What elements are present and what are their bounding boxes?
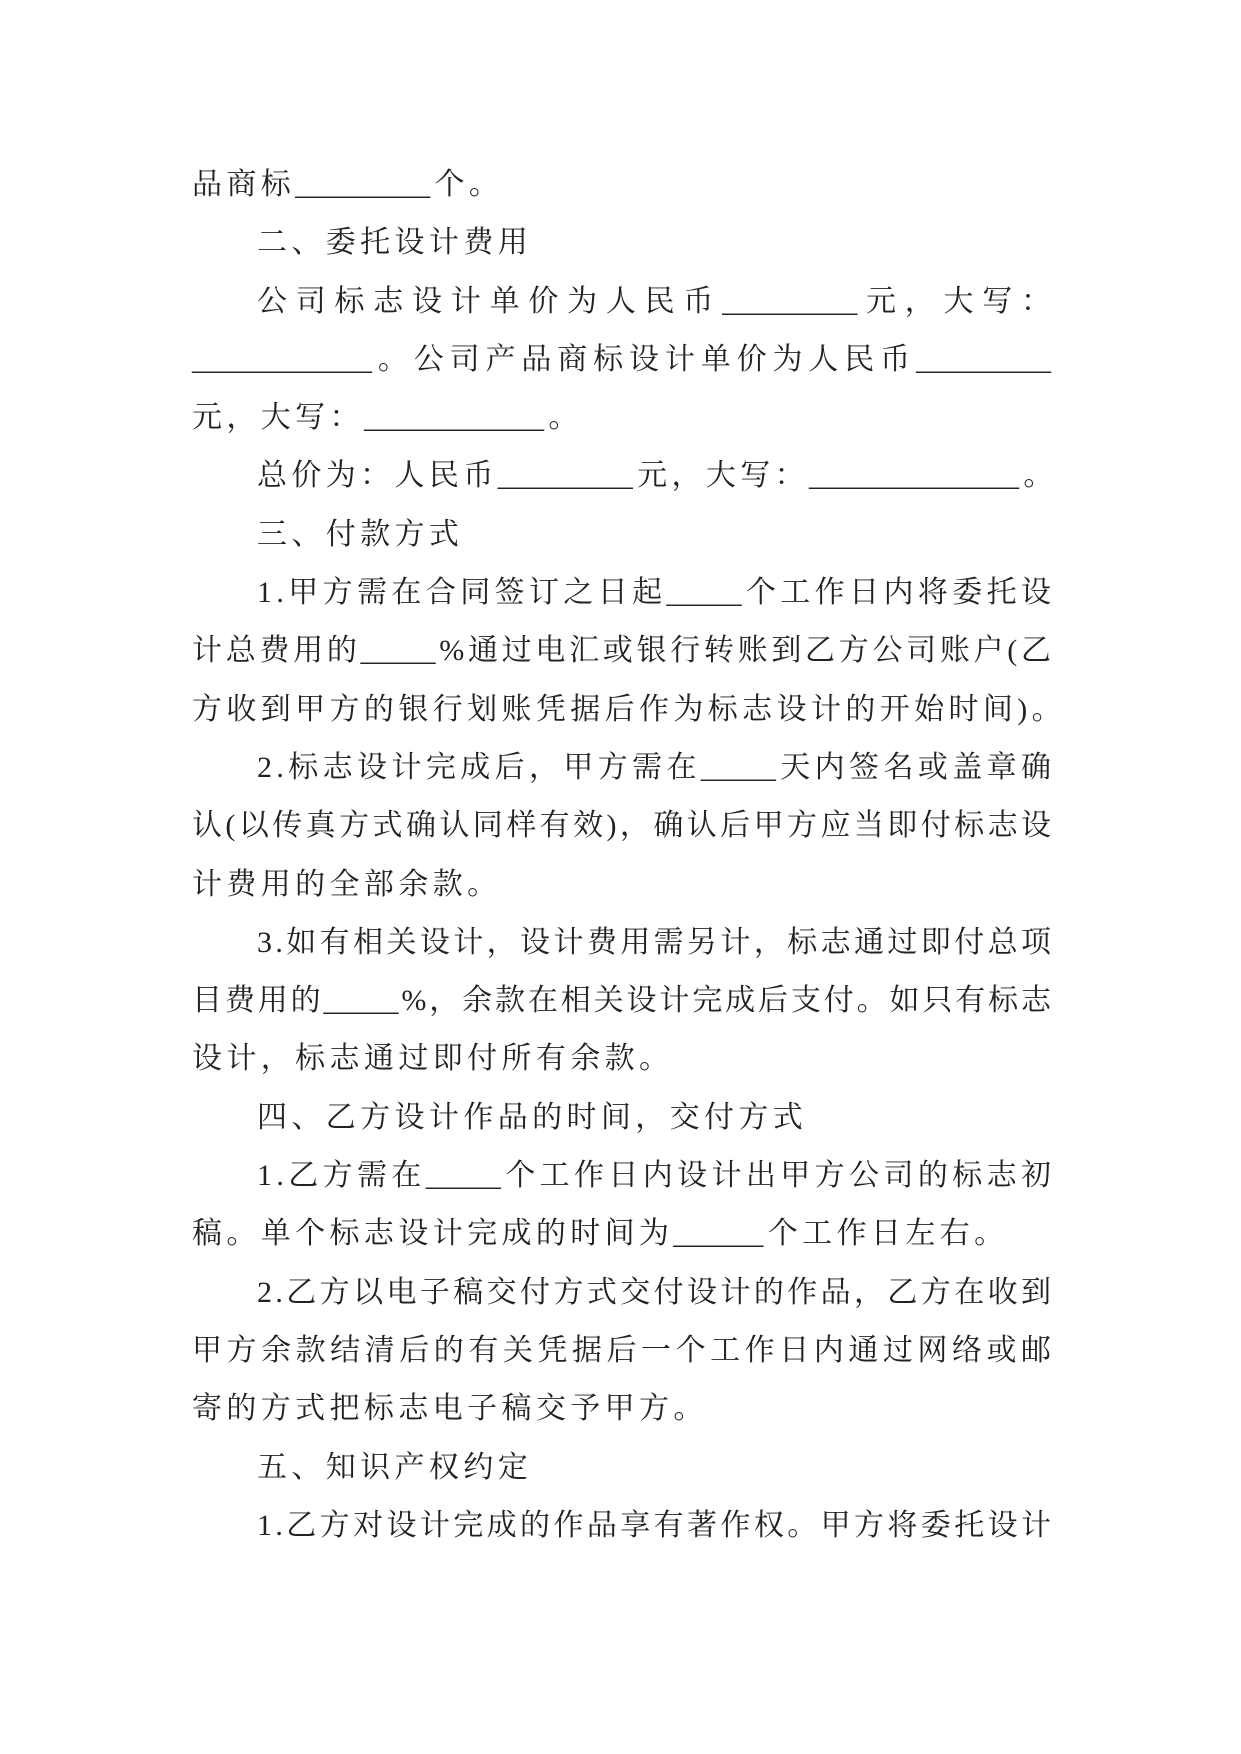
line-text: 稿。单个标志设计完成的时间为______ 个工作日左右。 [192,1217,1009,1251]
line-text: 设计，标志通过即付所有余款。 [192,1042,674,1076]
text-line [192,389,1051,447]
text-line [192,506,1051,564]
text-line [192,1147,1056,1205]
text-line [192,156,1051,214]
paragraph [192,1497,1055,1555]
fill-in-blank: _____ [323,984,399,1018]
text-line [192,797,1055,855]
document-body [192,156,1067,1555]
line-text: 四、乙方设计作品的时间，交付方式 [257,1100,808,1134]
fill-in-blank: _____ [425,1159,501,1193]
line-text: 1.乙方对设计完成的作品享有著作权。甲方将委托设计 [257,1508,1055,1542]
text-line [192,739,1056,797]
fill-in-blank: _________ [497,459,633,493]
fill-in-blank: _________ [916,342,1051,376]
line-text: 公司标志设计单价为人民币_________ 元，大写： [257,284,1060,318]
text-line [192,1497,1055,1555]
text-line [192,273,1060,331]
paragraph [192,273,1060,448]
fill-in-blank: ______________ [809,459,1020,493]
paragraph [192,564,1067,739]
fill-in-blank: _________ [722,284,858,318]
fill-in-blank: ______ [673,1217,764,1251]
text-line [192,1030,1051,1088]
line-text: 2.标志设计完成后，甲方需在_____ 天内签名或盖章确 [257,750,1056,784]
line-text: 甲方余款结清后的有关凭据后一个工作日内通过网络或邮 [192,1333,1056,1367]
paragraph [192,447,1058,505]
line-text: 寄的方式把标志电子稿交予甲方。 [192,1392,708,1426]
text-line [192,622,1055,680]
text-line [192,856,1051,914]
fill-in-blank: _____ [360,634,436,668]
line-text: 总价为：人民币_________ 元，大写：______________ 。 [257,459,1058,493]
text-line [192,214,1051,272]
paragraph [192,739,1056,914]
paragraph [192,1439,1051,1497]
text-line [192,1380,1051,1438]
paragraph [192,914,1055,1089]
line-text: 1.甲方需在合同签订之日起_____ 个工作日内将委托设 [257,576,1056,610]
paragraph [192,156,1051,214]
fill-in-blank: _____ [666,576,742,610]
line-text: 方收到甲方的银行划账凭据后作为标志设计的开始时间)。 [192,692,1067,726]
line-text: ____________ 。公司产品商标设计单价为人民币_________ [192,342,1051,376]
line-text: 计费用的全部余款。 [192,867,502,901]
text-line [192,1089,1051,1147]
paragraph [192,1089,1051,1147]
line-text: 品商标_________ 个。 [192,168,504,201]
text-line [192,1322,1056,1380]
text-line [192,1439,1051,1497]
text-line [192,1205,1051,1263]
text-line [192,914,1055,972]
fill-in-blank: ____________ [363,401,544,435]
text-line [192,1264,1055,1322]
fill-in-blank: _____ [700,750,776,784]
line-text: 计总费用的_____ %通过电汇或银行转账到乙方公司账户(乙 [192,634,1055,668]
line-text: 三、付款方式 [257,517,464,551]
fill-in-blank: ____________ [192,342,372,376]
paragraph [192,214,1051,272]
paragraph [192,506,1051,564]
text-line [192,972,1054,1030]
line-text: 2.乙方以电子稿交付方式交付设计的作品，乙方在收到 [257,1275,1055,1309]
line-text: 目费用的_____%，余款在相关设计完成后支付。如只有标志 [192,984,1054,1018]
text-line [192,447,1058,505]
fill-in-blank: _________ [295,168,431,201]
text-line [192,564,1056,622]
paragraph [192,1147,1056,1264]
paragraph [192,1264,1056,1439]
line-text: 认(以传真方式确认同样有效)，确认后甲方应当即付标志设 [192,809,1055,843]
text-line [192,681,1067,739]
line-text: 五、知识产权约定 [257,1450,533,1484]
line-text: 元，大写：____________ 。 [192,401,583,435]
line-text: 3.如有相关设计，设计费用需另计，标志通过即付总项 [257,925,1055,959]
text-line [192,331,1051,389]
line-text: 1.乙方需在_____ 个工作日内设计出甲方公司的标志初 [257,1159,1056,1193]
line-text: 二、委托设计费用 [257,226,533,260]
